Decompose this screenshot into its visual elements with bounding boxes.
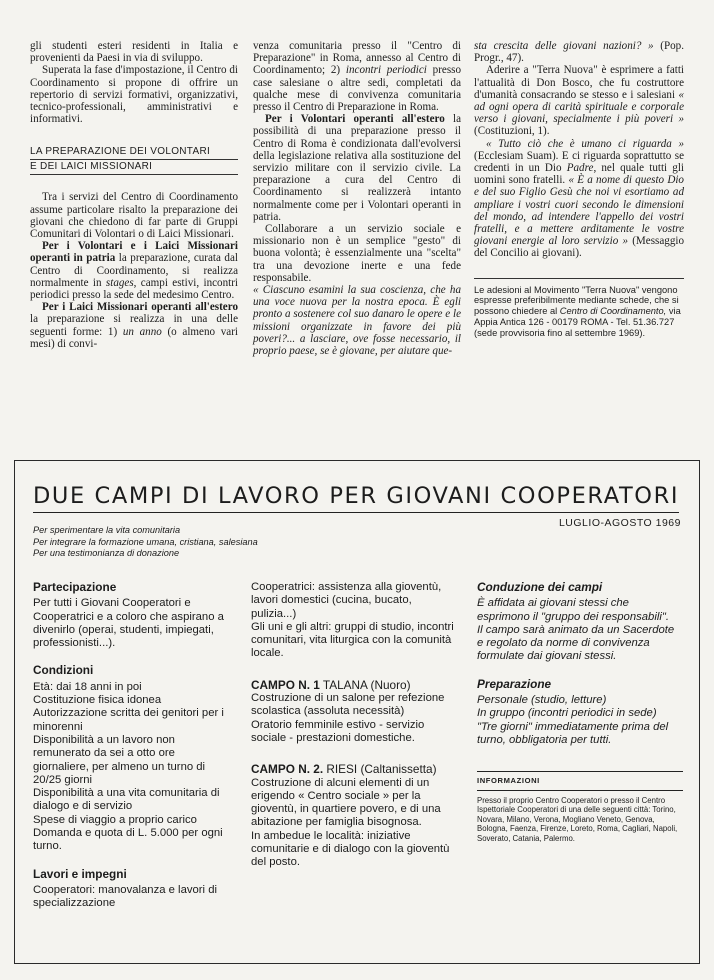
conduzione-item: Il campo sarà animato da un Sacerdote e regolato da norme di convivenza formulate dai giovani stessi. — [477, 623, 675, 663]
paragraph: Superata la fase d'impostazione, il Centro di Coordinamento si propone di offrire un repertorio di servizi formativi, organizzativi, tecnico-professionali, amministrativi e informativi. — [30, 64, 238, 126]
preparazione-item: Personale (studio, letture) — [477, 694, 607, 707]
paragraph: venza comunitaria presso il "Centro di Preparazione" in Roma, annesso al Centro di Coordinamento; 2) incontri periodici presso case salesiane o altre sedi, completati da qualche mese di convivenza comunitaria presso il Centro di Preparazione in Roma. — [253, 40, 461, 114]
preparazione-heading: Preparazione — [477, 676, 552, 691]
partecipazione-heading: Partecipazione — [33, 580, 117, 594]
article-column-1 — [30, 40, 238, 350]
informazioni-box — [477, 771, 683, 843]
ambedue-text: In ambedue le località: iniziative comunitarie e di dialogo con la gioventù del posto. — [251, 829, 450, 869]
partecipazione-text: Per tutti i Giovani Cooperatori e Cooperatrici e a coloro che aspirano a divenirlo (operai, studenti, impiegati, professionisti...). — [33, 597, 224, 650]
paragraph: gli studenti esteri residenti in Italia e provenienti da Paesi in via di sviluppo. — [30, 40, 238, 65]
announcement-date: LUGLIO-AGOSTO 1969 — [558, 517, 681, 529]
cooperatrici-text: Cooperatrici: assistenza alla gioventù, lavori domestici (cucina, bucato, pulizia...) — [251, 581, 442, 620]
condizioni-item: Disponibilità a una vita comunitaria di dialogo e di servizio — [33, 787, 220, 813]
paragraph: Tra i servizi del Centro di Coordinamento assume particolare risalto la preparazione dei giovani che chiedono di far parte di Gruppi Comunitari di Volontari o di Laici Missionari. — [30, 191, 238, 241]
paragraph: Per i Laici Missionari operanti all'estero la preparazione si realizza in una delle seguenti forme: 1) un anno (o almeno vari mesi) di convi- — [30, 301, 238, 350]
condizioni-item: Disponibilità a un lavoro non remunerato da sei a otto ore giornaliere, per almeno un turno di 20/25 giorni — [33, 733, 206, 786]
announcement-column-3 — [477, 581, 683, 844]
informazioni-text: Presso il proprio Centro Cooperatori o presso il Centro Ispettoriale Cooperatori di una delle seguenti città: Torino, Novara, Milano, Verona, Mogliano Veneto, Genova, Bologna, Faenza, Firenze, Loreto, Roma, Cagliari, Napoli, Soverato, Catania, Palermo. — [477, 795, 678, 843]
tutti-text: Gli uni e gli altri: gruppi di studio, incontri comunitari, vita liturgica con la comunità locale. — [251, 620, 454, 660]
condizioni-item: Autorizzazione scritta dei genitori per i minorenni — [33, 707, 224, 733]
preparazione-item: "Tre giorni" immediatamente prima del turno, obbligatoria per tutti. — [477, 720, 669, 746]
paragraph: Aderire a "Terra Nuova" è esprimere a fatti l'attualità di Don Bosco, che fu costruttore d'umanità consacrando se stesso e i salesiani « ad ogni opera di carità spirituale e corporale verso i giovani, specialmente i più poveri » (Costituzioni, 1). — [474, 64, 684, 138]
announcement-column-1 — [33, 581, 233, 911]
announcement-subtitle: Per sperimentare la vita comunitaria Per integrare la formazione umana, cristiana, salesiana Per una testimonianza di donazione — [33, 525, 258, 559]
campo-1-item: Oratorio femminile estivo - servizio sociale - prestazioni domestiche. — [251, 718, 425, 744]
paragraph: Per i Volontari operanti all'estero la possibilità di una preparazione presso il Centro di Roma è condizionata dall'evolversi della legislazione relativa alla sostituzione del servizio militare con il servizio civile. La preparazione a cura del Centro di Coordinamento si realizzerà intanto normalmente come per i Volontari operanti in patria. — [253, 113, 462, 223]
campo-2-heading: CAMPO N. 2. RIESI (Caltanissetta) — [251, 762, 437, 777]
lavori-heading: Lavori e impegni — [33, 866, 127, 881]
quotation: « Ciascuno esamini la sua coscienza, che ha una voce nuova per la nostra epoca. È egli pronto a sostenere col suo danaro le opere e le missioni organizzate in favore dei più poveri?... a lasciare, ove fosse necessario, il proprio paese, se è giovane, per aiutare que- — [253, 284, 461, 358]
article-column-2 — [253, 40, 461, 357]
paragraph: Collaborare a un servizio sociale e missionario non è un semplice "gesto" di buona volontà; è essenzialmente una "scelta" tra una devozione inerte e una fede responsabile. — [253, 223, 461, 284]
membership-notice: Le adesioni al Movimento "Terra Nuova" vengono espresse preferibilmente mediante schede, che si possono chiedere al Centro di Coordinamento, via Appia Antica 126 - 00179 ROMA - Tel. 51.36.727 (sede provvisoria fino al settembre 1969). — [474, 278, 684, 339]
article-column-3 — [474, 40, 684, 339]
paragraph: « Tutto ciò che è umano ci riguarda » (Ecclesiam Suam). E ci riguarda soprattutto se credenti in un Dio Padre, nel quale tutti gli uomini sono fratelli. « È a nome di questo Dio e del suo Figlio Gesù che noi vi esortiamo ad ampliare i vostri cuori secondo le dimensioni del mondo, ad intendere l'appello dei vostri fratelli, e a mettere arditamente le vostre giovani energie al loro servizio » (Messaggio del Concilio ai giovani). — [474, 137, 685, 260]
condizioni-item: Età: dai 18 anni in poi — [33, 680, 142, 693]
condizioni-item: Costituzione fisica idonea — [33, 694, 162, 707]
section-heading: LA PREPARAZIONE DEI VOLONTARI E DEI LAICI MISSIONARI — [30, 145, 238, 175]
campo-1-item: Costruzione di un salone per refezione scolastica (assoluta necessità) — [251, 692, 445, 718]
informazioni-heading: INFORMAZIONI — [477, 774, 683, 790]
campo-2-text: Costruzione di alcuni elementi di un erigendo « Centro sociale » per la gioventù, in quartiere povero, e di una abitazione per famiglia bisognosa. — [251, 776, 441, 829]
condizioni-item: Domanda e quota di L. 5.000 per ogni turno. — [33, 827, 223, 853]
campo-1-heading: CAMPO N. 1 TALANA (Nuoro) — [251, 677, 411, 692]
paragraph: Per i Volontari e i Laici Missionari operanti in patria la preparazione, curata dal Centro di Coordinamento, si realizza normalmente in stages, campi estivi, incontri periodici presso la sede del medesimo Centro. — [30, 240, 238, 302]
preparazione-item: In gruppo (incontri periodici in sede) — [477, 707, 657, 720]
announcement-column-2 — [251, 581, 457, 870]
paragraph: sta crescita delle giovani nazioni? » (Pop. Progr., 47). — [474, 40, 684, 65]
conduzione-item: È affidata ai giovani stessi che esprimono il "gruppo dei responsabili". — [477, 597, 670, 623]
announcement-box — [14, 460, 700, 964]
announcement-headline: DUE CAMPI DI LAVORO PER GIOVANI COOPERATORI — [33, 483, 679, 513]
condizioni-item: Spese di viaggio a proprio carico — [33, 813, 197, 826]
lavori-text: Cooperatori: manovalanza e lavori di specializzazione — [33, 883, 217, 910]
conduzione-heading: Conduzione dei campi — [477, 580, 603, 594]
condizioni-heading: Condizioni — [33, 663, 94, 678]
